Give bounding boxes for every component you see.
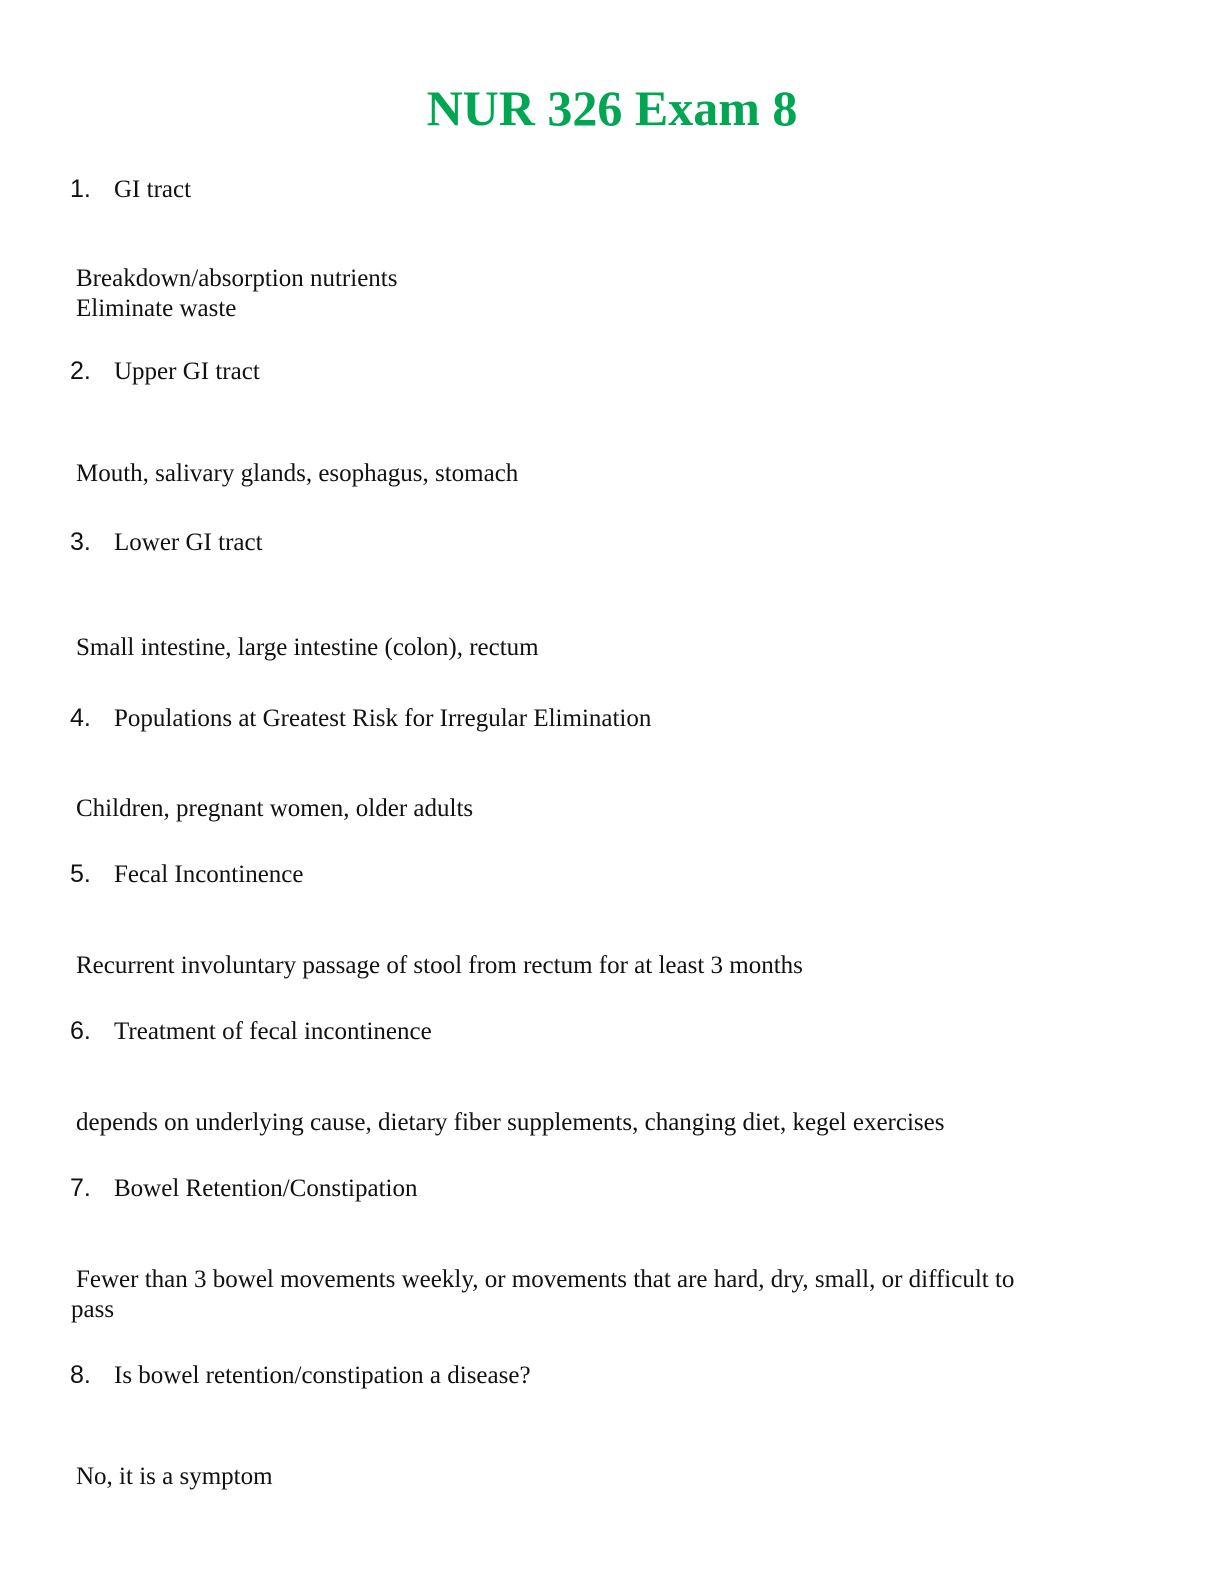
- card-definition: [76, 264, 1136, 324]
- card-number: 3.: [70, 528, 91, 556]
- definition-line: Children, pregnant women, older adults: [76, 795, 474, 822]
- definition-line: Recurrent involuntary passage of stool from rectum for at least 3 months: [76, 952, 803, 979]
- card-definition: [76, 1462, 1136, 1492]
- card-number: 8.: [70, 1361, 91, 1389]
- card-number: 7.: [70, 1174, 91, 1202]
- term-text: Bowel Retention/Constipation: [114, 1175, 418, 1202]
- card-definition: [76, 951, 1136, 981]
- term-text: Populations at Greatest Risk for Irregular Elimination: [114, 705, 652, 732]
- card-term: [70, 527, 263, 558]
- definition-line: Fewer than 3 bowel movements weekly, or movements that are hard, dry, small, or difficult to: [76, 1266, 1015, 1293]
- card-term: [70, 174, 191, 205]
- term-text: GI tract: [114, 176, 192, 203]
- card-term: [70, 1016, 432, 1047]
- definition-line: Small intestine, large intestine (colon), rectum: [76, 634, 539, 661]
- card-definition: [71, 1265, 1136, 1325]
- card-number: 4.: [70, 704, 91, 732]
- card-term: [70, 703, 651, 734]
- definition-line: depends on underlying cause, dietary fiber supplements, changing diet, kegel exercises: [76, 1109, 945, 1136]
- definition-line: Eliminate waste: [76, 295, 237, 322]
- card-number: 6.: [70, 1017, 91, 1045]
- card-definition: [76, 794, 1136, 824]
- card-definition: [76, 1108, 1136, 1138]
- card-number: 5.: [70, 860, 91, 888]
- term-text: Upper GI tract: [114, 358, 260, 385]
- term-text: Lower GI tract: [114, 529, 263, 556]
- definition-line: pass: [71, 1296, 115, 1323]
- term-text: Treatment of fecal incontinence: [114, 1018, 432, 1045]
- term-text: Fecal Incontinence: [114, 861, 304, 888]
- card-number: 1.: [70, 175, 91, 203]
- card-term: [70, 1173, 417, 1204]
- card-term: [70, 1360, 531, 1391]
- definition-line: No, it is a symptom: [76, 1463, 273, 1490]
- card-term: [70, 859, 304, 890]
- card-term: [70, 356, 260, 387]
- term-text: Is bowel retention/constipation a disease?: [114, 1362, 531, 1389]
- document-title: NUR 326 Exam 8: [426, 80, 798, 136]
- card-definition: [76, 459, 1136, 489]
- card-number: 2.: [70, 357, 91, 385]
- definition-line: Breakdown/absorption nutrients: [76, 265, 398, 292]
- definition-line: Mouth, salivary glands, esophagus, stomach: [76, 460, 519, 487]
- card-definition: [76, 633, 1136, 663]
